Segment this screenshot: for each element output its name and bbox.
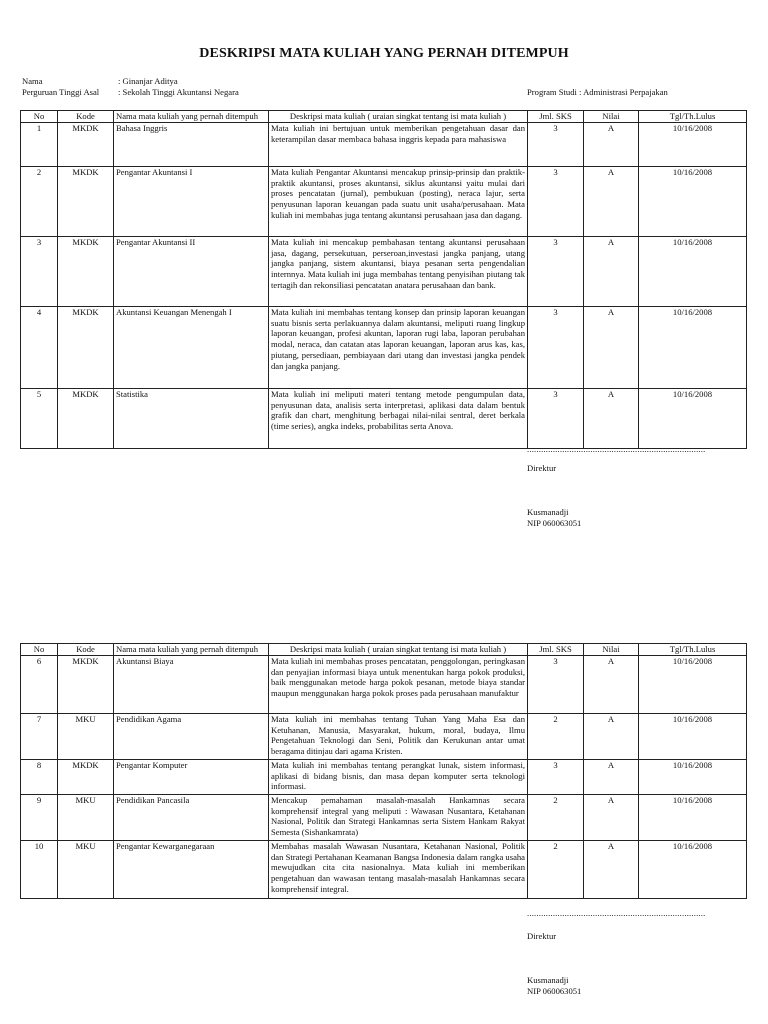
document-title: DESKRIPSI MATA KULIAH YANG PERNAH DITEMPUH	[199, 46, 569, 61]
cell-nilai: A	[584, 713, 639, 759]
cell-tgl: 10/16/2008	[639, 388, 747, 448]
student-info	[22, 76, 239, 98]
cell-kode: MKU	[58, 840, 114, 898]
cell-sks: 3	[528, 122, 584, 166]
cell-nilai: A	[584, 122, 639, 166]
cell-nama: Bahasa Inggris	[114, 122, 269, 166]
header-nama: Nama mata kuliah yang pernah ditempuh	[114, 644, 269, 656]
header-no: No	[21, 111, 58, 123]
cell-deskripsi: Mencakup pemahaman masalah-masalah Hankamnas secara komprehensif integral yang meliputi : Wawasan Nusantara, Ketahanan Nasional, Politik dan Strategi Hankamnas serta Sistem Hankam Rakyat Semesta (Sishankamrata)	[269, 794, 528, 840]
signature-role: Direktur	[527, 931, 557, 941]
cell-deskripsi: Mata kuliah ini membahas tentang Tuhan Yang Maha Esa dan Ketuhanan, Manusia, Masyarakat, hukum, moral, budaya, Ilmu Pengetahuan Teknologi dan Seni, Politik dan Kerukunan antar umat beragama ditinjau dari agama Kristen.	[269, 713, 528, 759]
signature-name: Kusmanadji	[527, 507, 569, 517]
cell-kode: MKDK	[58, 655, 114, 713]
cell-deskripsi: Mata kuliah ini mencakup pembahasan tentang akuntansi perusahaan jasa, dagang, persekutuan, perseroan,investasi jangka panjang, utang jangka panjang, sistem akuntansi, biaya pesanan serta pengendalian internnya. Mata kuliah ini juga membahas tentang penyisihan piutang tak tertagih dan rekonsiliasi pencatatan anatara perusahaan dan bank.	[269, 236, 528, 306]
header-kode: Kode	[58, 111, 114, 123]
cell-deskripsi: Mata kuliah Pengantar Akuntansi mencakup prinsip-prinsip dan praktik-praktik akuntansi, proses akuntansi, siklus akuntansi yaitu mulai dari proses pencatatan (jurnal), pembukuan (posting), neraca lajur, serta penyusunan laporan keuangan pada suatu unit usaha/perusahaan. Mata kuliah ini membahas juga tentang akuntansi perusahaan jasa dan dagang.	[269, 166, 528, 236]
cell-sks: 3	[528, 306, 584, 388]
cell-nilai: A	[584, 759, 639, 794]
cell-tgl: 10/16/2008	[639, 794, 747, 840]
cell-nama: Pendidikan Agama	[114, 713, 269, 759]
cell-sks: 3	[528, 388, 584, 448]
signature-nip: NIP 060063051	[527, 518, 582, 528]
cell-sks: 3	[528, 759, 584, 794]
table-row	[21, 166, 747, 236]
cell-tgl: 10/16/2008	[639, 655, 747, 713]
cell-tgl: 10/16/2008	[639, 713, 747, 759]
nama-label: Nama	[22, 76, 43, 86]
signature-role: Direktur	[527, 463, 557, 473]
cell-tgl: 10/16/2008	[639, 759, 747, 794]
header-tgl: Tgl/Th.Lulus	[639, 111, 747, 123]
cell-kode: MKU	[58, 713, 114, 759]
cell-nilai: A	[584, 840, 639, 898]
nama-value: : Ginanjar Aditya	[118, 76, 178, 86]
program-studi: Program Studi : Administrasi Perpajakan	[527, 87, 668, 97]
cell-sks: 3	[528, 236, 584, 306]
header-sks: Jml. SKS	[528, 644, 584, 656]
signature-line: ............................................................................	[527, 444, 706, 454]
cell-deskripsi: Mata kuliah ini membahas tentang konsep dan prinsip laporan keuangan suatu bisnis serta perlakuannya dalam akuntansi, meliputi ruang lingkup laporan keuangan, profesi akuntan, laporan rugi laba, laporan perubahan modal, neraca, dan catatan atas laporan keuangan, laporan arus kas, kas, piutang, persediaan, pembiayaan dari utang dan investasi jangka pendek dan jangka panjang.	[269, 306, 528, 388]
cell-nama: Akuntansi Keuangan Menengah I	[114, 306, 269, 388]
cell-no: 10	[21, 840, 58, 898]
cell-tgl: 10/16/2008	[639, 166, 747, 236]
cell-nama: Pengantar Akuntansi II	[114, 236, 269, 306]
cell-deskripsi: Mata kuliah ini membahas proses pencatatan, penggolongan, peringkasan dan penyajian informasi biaya untuk menentukan harga pokok produksi, baik menggunakan metode harga pokok pesanan, metode biaya standar maupun menggunakan harga pokok proses pada perusahaan manufaktur	[269, 655, 528, 713]
signature-block-2	[527, 908, 705, 997]
course-table-2	[20, 643, 747, 899]
table-row	[21, 713, 747, 759]
cell-nilai: A	[584, 306, 639, 388]
header-tgl: Tgl/Th.Lulus	[639, 644, 747, 656]
cell-nama: Pengantar Komputer	[114, 759, 269, 794]
pt-label: Perguruan Tinggi Asal	[22, 87, 100, 97]
course-table-1	[20, 110, 747, 449]
cell-tgl: 10/16/2008	[639, 306, 747, 388]
cell-deskripsi: Mata kuliah ini meliputi materi tentang metode pengumpulan data, penyusunan data, analisis serta interpretasi, aplikasi data dalam bentuk grafik dan chart, menghitung berbagai nilai-nilai sentral, deret berkala (time series), angka indeks, probabilitas serta Anova.	[269, 388, 528, 448]
header-deskripsi: Deskripsi mata kuliah ( uraian singkat tentang isi mata kuliah )	[269, 644, 528, 656]
header-sks: Jml. SKS	[528, 111, 584, 123]
table-header	[21, 644, 747, 656]
header-nilai: Nilai	[584, 644, 639, 656]
cell-kode: MKDK	[58, 122, 114, 166]
cell-kode: MKDK	[58, 166, 114, 236]
table-row	[21, 794, 747, 840]
cell-nama: Pendidikan Pancasila	[114, 794, 269, 840]
signature-name: Kusmanadji	[527, 975, 569, 985]
cell-no: 9	[21, 794, 58, 840]
cell-nilai: A	[584, 166, 639, 236]
cell-no: 8	[21, 759, 58, 794]
header-kode: Kode	[58, 644, 114, 656]
cell-no: 6	[21, 655, 58, 713]
cell-sks: 2	[528, 794, 584, 840]
cell-nilai: A	[584, 236, 639, 306]
cell-kode: MKDK	[58, 236, 114, 306]
cell-sks: 3	[528, 655, 584, 713]
cell-kode: MKDK	[58, 306, 114, 388]
cell-no: 4	[21, 306, 58, 388]
cell-nama: Pengantar Kewarganegaraan	[114, 840, 269, 898]
cell-no: 7	[21, 713, 58, 759]
signature-line: ............................................................................	[527, 908, 706, 918]
cell-deskripsi: Mata kuliah ini membahas tentang perangkat lunak, sistem informasi, aplikasi di bidang bisnis, dan masa depan komputer serta teknologi informasi.	[269, 759, 528, 794]
cell-no: 1	[21, 122, 58, 166]
cell-no: 5	[21, 388, 58, 448]
cell-nilai: A	[584, 388, 639, 448]
cell-deskripsi: Membahas masalah Wawasan Nusantara, Ketahanan Nasional, Politik dan Strategi Pertahanan Keamanan Bangsa Indonesia dalam rangka usaha mewujudkan cita cita nasionalnya. Mata kuliah ini memberikan pengetahuan dan wawasan tentang masalah-masalah Hankamnas secara komprehensif integral.	[269, 840, 528, 898]
cell-nilai: A	[584, 655, 639, 713]
cell-nilai: A	[584, 794, 639, 840]
cell-sks: 3	[528, 166, 584, 236]
header-no: No	[21, 644, 58, 656]
table-row	[21, 388, 747, 448]
cell-nama: Pengantar Akuntansi I	[114, 166, 269, 236]
cell-tgl: 10/16/2008	[639, 122, 747, 166]
table-row	[21, 655, 747, 713]
table-row	[21, 122, 747, 166]
table-row	[21, 236, 747, 306]
cell-nama: Akuntansi Biaya	[114, 655, 269, 713]
cell-nama: Statistika	[114, 388, 269, 448]
table-header	[21, 111, 747, 123]
cell-deskripsi: Mata kuliah ini bertujuan untuk memberikan pengetahuan dasar dan keterampilan dasar membaca bahasa inggris kepada para mahasiswa	[269, 122, 528, 166]
cell-sks: 2	[528, 713, 584, 759]
cell-kode: MKU	[58, 794, 114, 840]
cell-no: 2	[21, 166, 58, 236]
cell-no: 3	[21, 236, 58, 306]
signature-block-1	[527, 444, 705, 529]
signature-nip: NIP 060063051	[527, 986, 582, 996]
cell-tgl: 10/16/2008	[639, 236, 747, 306]
header-deskripsi: Deskripsi mata kuliah ( uraian singkat tentang isi mata kuliah )	[269, 111, 528, 123]
cell-tgl: 10/16/2008	[639, 840, 747, 898]
table-row	[21, 306, 747, 388]
cell-kode: MKDK	[58, 388, 114, 448]
table-row	[21, 759, 747, 794]
cell-sks: 2	[528, 840, 584, 898]
pt-value: : Sekolah Tinggi Akuntansi Negara	[118, 87, 239, 97]
table-row	[21, 840, 747, 898]
cell-kode: MKDK	[58, 759, 114, 794]
header-nama: Nama mata kuliah yang pernah ditempuh	[114, 111, 269, 123]
header-nilai: Nilai	[584, 111, 639, 123]
